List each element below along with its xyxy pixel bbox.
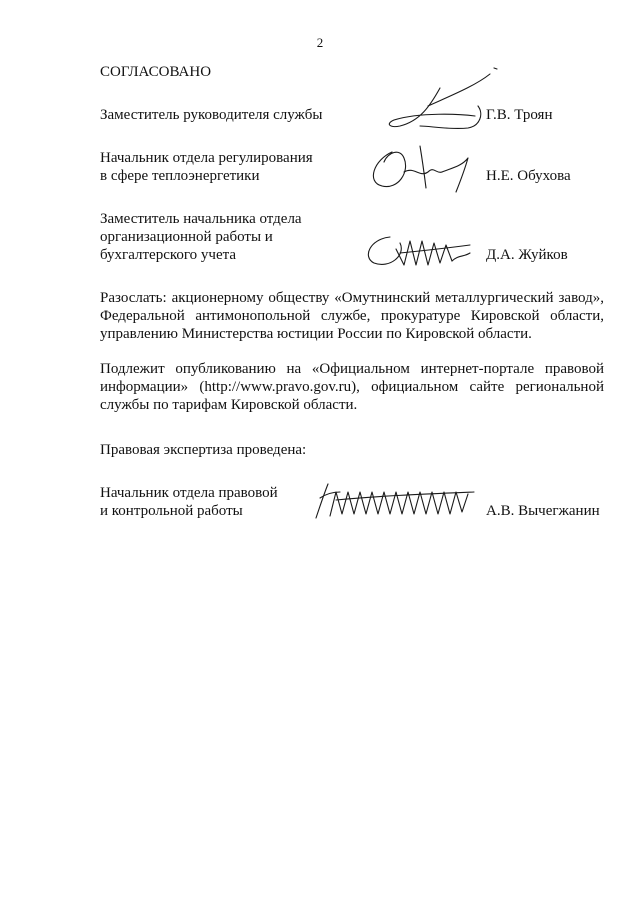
signatory-position-line: и контрольной работы [100,503,243,519]
signature-icon [364,138,484,198]
signature-icon [380,66,500,136]
signatory-position-line: Заместитель начальника отдела [100,211,302,227]
signatory-position-line: бухгалтерского учета [100,247,237,263]
page-number: 2 [316,35,324,50]
signatory-position-line: Начальник отдела правовой [100,485,278,501]
signatory-position-line: Заместитель руководителя службы [100,107,323,123]
distribution-paragraph: Разослать: акционерному обществу «Омутнинский металлургический завод», Федеральной антимонопольной службе, прокуратуре Кировской области, управлению Министерства юстиции России по Кировской области. [100,290,604,342]
signatory-position-line: Начальник отдела регулирования [100,150,313,166]
signatory-position-line: организационной работы и [100,229,273,245]
signatory-name: Г.В. Троян [486,107,553,123]
approval-heading: СОГЛАСОВАНО [100,64,212,80]
signature-icon [360,225,480,275]
signatory-name: Д.А. Жуйков [486,247,568,263]
signature-icon [306,478,486,528]
signatory-name: Н.Е. Обухова [486,168,571,184]
signatory-name: А.В. Вычегжанин [486,503,600,519]
legal-review-label: Правовая экспертиза проведена: [100,442,307,458]
publication-paragraph: Подлежит опубликованию на «Официальном интернет-портале правовой информации» (http://www.pravo.gov.ru), официальном сайте региональной службы по тарифам Кировской области. [100,361,604,413]
signatory-position-line: в сфере теплоэнергетики [100,168,260,184]
